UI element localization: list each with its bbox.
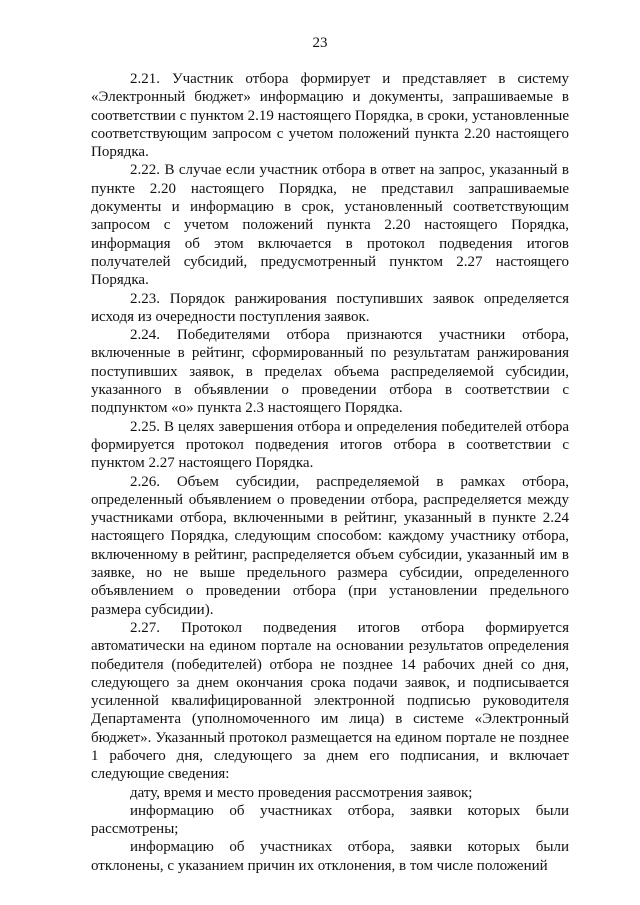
paragraph-2-26: 2.26. Объем субсидии, распределяемой в рамках отбора, определенный объявлением о проведении отбора, распределяется между участниками отбора, включенными в рейтинг, указанный в пункте 2.24 настоящего Порядка, следующим способом: каждому участнику отбора, включенному в рейтинг, распределяется объем субсидии, указанный им в заявке, но не выше предельного размера субсидии, определенного объявлением о проведении отбора (при установлении предельного размера субсидии). [91, 473, 569, 618]
paragraph-2-24: 2.24. Победителями отбора признаются участники отбора, включенные в рейтинг, сформированный по результатам ранжирования поступивших заявок, в пределах объема распределяемой субсидии, указанного в объявлении о проведении отбора в соответствии с подпунктом «о» пункта 2.3 настоящего Порядка. [91, 327, 569, 417]
page-number: 23 [312, 35, 328, 51]
list-item-rejected-participants: информацию об участниках отбора, заявки которых были отклонены, с указанием причин их отклонения, в том числе положений [91, 839, 569, 874]
paragraph-2-25: 2.25. В целях завершения отбора и определения победителей отбора формируется протокол подведения итогов отбора в соответствии с пунктом 2.27 настоящего Порядка. [91, 418, 569, 472]
list-item-reviewed-participants: информацию об участниках отбора, заявки которых были рассмотрены; [91, 802, 569, 838]
paragraph-2-23: 2.23. Порядок ранжирования поступивших заявок определяется исходя из очередности поступления заявок. [91, 290, 569, 325]
paragraph-2-22: 2.22. В случае если участник отбора в ответ на запрос, указанный в пункте 2.20 настоящего Порядка, не представил запрашиваемые документы и информацию в срок, установленный соответствующим запросом с учетом положений пункта 2.20 настоящего Порядка, информация об этом включается в протокол подведения итогов получателей субсидий, предусмотренный пунктом 2.27 настоящего Порядка. [91, 162, 569, 289]
document-body [91, 70, 569, 875]
paragraph-2-27: 2.27. Протокол подведения итогов отбора формируется автоматически на едином портале на основании результатов определения победителя (победителей) отбора не позднее 14 рабочих дней со дня, следующего за днем окончания срока подачи заявок, и подписывается усиленной квалифицированной электронной подписью руководителя Департамента (уполномоченного им лица) в системе «Электронный бюджет». Указанный протокол размещается на едином портале не позднее 1 рабочего дня, следующего за днем его подписания, и включает следующие сведения: [91, 619, 569, 783]
paragraph-2-21: 2.21. Участник отбора формирует и представляет в систему «Электронный бюджет» информацию и документы, запрашиваемые в соответствии с пунктом 2.19 настоящего Порядка, в сроки, установленные соответствующим запросом с учетом положений пункта 2.20 настоящего Порядка. [91, 71, 569, 161]
list-item-review-date: дату, время и место проведения рассмотрения заявок; [130, 784, 473, 801]
